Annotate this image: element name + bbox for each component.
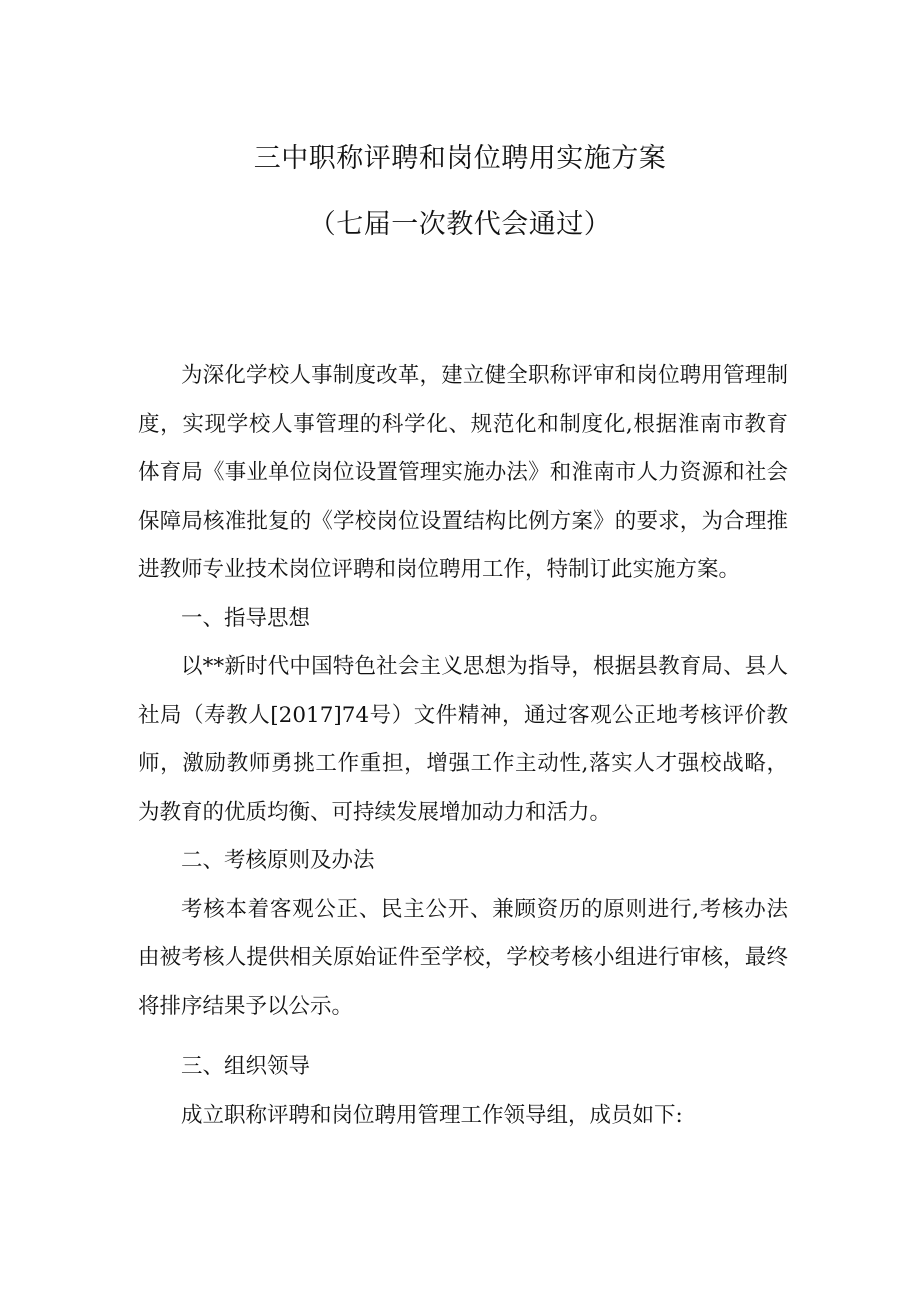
section-heading-organization: 三、组织领导: [181, 1054, 311, 1079]
document-title: 三中职称评聘和岗位聘用实施方案: [253, 143, 667, 174]
assessment-principles-paragraph: 考核本着客观公正、民主公开、兼顾资历的原则进行,考核办法由被考核人提供相关原始证件至学校，学校考核小组进行审核，最终将排序结果予以公示。: [138, 896, 788, 1019]
section-heading-assessment-principles: 二、考核原则及办法: [181, 848, 375, 873]
section-heading-guiding-ideology: 一、指导思想: [181, 605, 311, 631]
intro-paragraph: 为深化学校人事制度改革，建立健全职称评审和岗位聘用管理制度，实现学校人事管理的科学化、规范化和制度化,根据淮南市教育体育局《事业单位岗位设置管理实施办法》和淮南市人力资源和社会保障局核准批复的《学校岗位设置结构比例方案》的要求，为合理推进教师专业技术岗位评聘和岗位聘用工作，特制订此实施方案。: [138, 363, 788, 582]
document-subtitle: （七届一次教代会通过）: [308, 209, 612, 240]
organization-paragraph: 成立职称评聘和岗位聘用管理工作领导组，成员如下:: [181, 1102, 683, 1128]
document-body: [138, 352, 788, 1140]
guiding-ideology-paragraph: 以**新时代中国特色社会主义思想为指导，根据县教育局、县人社局（寿教人[2017]74号）文件精神，通过客观公正地考核评价教师，激励教师勇挑工作重担，增强工作主动性,落实人才强校战略，为教育的优质均衡、可持续发展增加动力和活力。: [138, 654, 788, 825]
